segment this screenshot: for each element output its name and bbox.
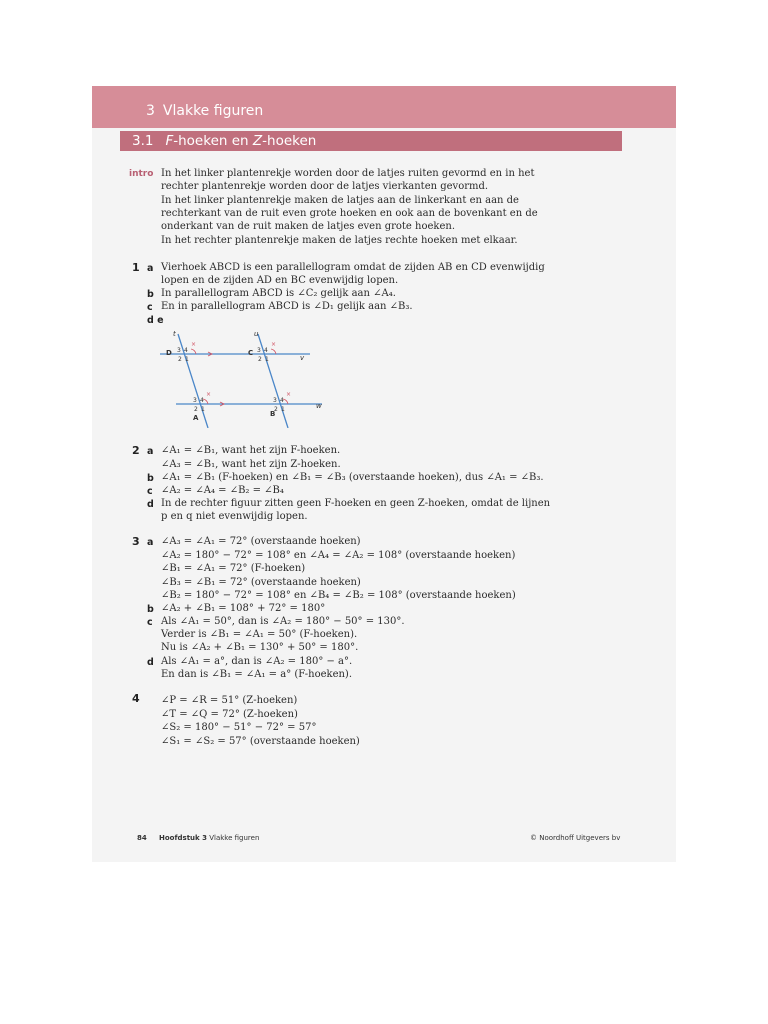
angle-number: 3 [273,397,277,404]
sub-label-d: d [147,499,154,510]
footer-chapter-rest: Vlakke figuren [207,834,260,842]
angle-number: 4 [200,397,204,404]
sub-label-b: b [147,604,154,615]
sub-label-c: c [147,617,153,628]
question-number-3: 3 [132,535,140,548]
angle-mark: × [191,341,197,348]
intro-line: rechter plantenrekje worden door de latjes vierkanten gevormd. [161,181,489,192]
chapter-title-text: Vlakke figuren [162,103,264,119]
section-title-f: F [165,133,174,149]
angle-number: 4 [280,397,284,404]
sub-label-b: b [147,473,154,484]
angle-number: 1 [201,406,205,413]
sub-label-b: b [147,289,154,300]
answer-line: Vierhoek ABCD is een parallellogram omdat de zijden AB en CD evenwijdig [161,262,545,273]
section-title-end: -hoeken [262,133,317,149]
answer-line: Verder is ∠B₁ = ∠A₁ = 50° (F-hoeken). [161,629,358,640]
answer-line: Als ∠A₁ = a°, dan is ∠A₂ = 180° − a°. [161,656,353,667]
answer-line: En in parallellogram ABCD is ∠D₁ gelijk aan ∠B₃. [161,301,413,312]
intro-label: intro [129,169,154,179]
sub-label-a: a [147,446,154,457]
footer-chapter-bold: Hoofdstuk 3 [159,834,207,842]
label-u: u [254,330,259,338]
angle-number: 4 [264,347,268,354]
answer-line: Als ∠A₁ = 50°, dan is ∠A₂ = 180° − 50° = 130°. [161,616,405,627]
intro-line: In het linker plantenrekje maken de latjes aan de linkerkant en aan de [161,195,519,206]
question-number-1: 1 [132,261,140,274]
answer-line: ∠S₁ = ∠S₂ = 57° (overstaande hoeken) [161,736,360,747]
intro-line: rechterkant van de ruit even grote hoeken en ook aan de bovenkant en de [161,208,538,219]
angle-number: 3 [193,397,197,404]
answer-line: ∠P = ∠R = 51° (Z-hoeken) [161,695,298,706]
section-title-z: Z [252,133,263,149]
section-number: 3.1 [132,133,154,149]
answer-line: ∠B₁ = ∠A₁ = 72° (F-hoeken) [161,563,306,574]
footer-publisher: © Noordhoff Uitgevers bv [530,834,621,842]
answer-line: ∠A₂ = ∠A₄ = ∠B₂ = ∠B₄ [161,485,284,496]
angle-number: 2 [258,356,262,363]
sub-label-d-e: d e [147,315,164,326]
answer-line: ∠A₂ = 180° − 72° = 108° en ∠A₄ = ∠A₂ = 108° (overstaande hoeken) [161,550,516,561]
angle-number: 3 [177,347,181,354]
point-c: C [248,349,254,357]
answer-line: ∠S₂ = 180° − 51° − 72° = 57° [161,722,317,733]
chapter-number: 3 [146,103,155,119]
answer-line: ∠B₃ = ∠B₁ = 72° (overstaande hoeken) [161,577,361,588]
answer-line: ∠A₃ = ∠B₁, want het zijn Z-hoeken. [161,459,341,470]
intro-line: In het linker plantenrekje worden door de latjes ruiten gevormd en in het [161,168,535,179]
section-title [132,133,316,149]
answer-line: In parallellogram ABCD is ∠C₂ gelijk aan ∠A₄. [161,288,396,299]
angle-arc-d [191,349,196,354]
answer-line: ∠A₁ = ∠B₁, want het zijn F-hoeken. [161,445,341,456]
answer-line: In de rechter figuur zitten geen F-hoeken en geen Z-hoeken, omdat de lijnen [161,498,551,509]
angle-number: 2 [274,406,278,413]
answer-line: ∠A₂ + ∠B₁ = 108° + 72° = 180° [161,603,326,614]
angle-number: 1 [265,356,269,363]
footer-chapter [159,834,259,842]
sub-label-c: c [147,302,153,313]
answer-line: Nu is ∠A₂ + ∠B₁ = 130° + 50° = 180°. [161,642,359,653]
chapter-title [146,103,263,119]
question-number-4: 4 [132,692,140,705]
intro-line: In het rechter plantenrekje maken de latjes rechte hoeken met elkaar. [161,235,518,246]
angle-mark: × [206,391,212,398]
angle-number: 1 [281,406,285,413]
answer-line: ∠A₃ = ∠A₁ = 72° (overstaande hoeken) [161,536,361,547]
question-number-2: 2 [132,444,140,457]
sub-label-a: a [147,537,154,548]
answer-line: ∠B₂ = 180° − 72° = 108° en ∠B₄ = ∠B₂ = 108° (overstaande hoeken) [161,590,516,601]
angle-number: 3 [257,347,261,354]
answer-line: ∠A₁ = ∠B₁ (F-hoeken) en ∠B₁ = ∠B₃ (overstaande hoeken), dus ∠A₁ = ∠B₃. [161,472,544,483]
label-v: v [300,354,305,362]
section-title-mid: -hoeken en [173,133,253,149]
sub-label-d: d [147,657,154,668]
angle-arc-c [271,349,276,354]
point-d: D [166,349,172,357]
angle-number: 1 [185,356,189,363]
angle-number: 2 [194,406,198,413]
answer-line: En dan is ∠B₁ = ∠A₁ = a° (F-hoeken). [161,669,353,680]
answer-line: ∠T = ∠Q = 72° (Z-hoeken) [161,709,298,720]
angle-number: 4 [184,347,188,354]
label-w: w [316,402,322,410]
parallel-lines-diagram [158,328,338,428]
label-t: t [173,330,176,338]
sub-label-a: a [147,263,154,274]
footer-page-number: 84 [137,834,147,842]
sub-label-c: c [147,486,153,497]
angle-mark: × [286,391,292,398]
angle-mark: × [271,341,277,348]
answer-line: lopen en de zijden AD en BC evenwijdig lopen. [161,275,399,286]
point-a: A [193,414,199,422]
angle-number: 2 [178,356,182,363]
intro-line: onderkant van de ruit maken de latjes even grote hoeken. [161,221,456,232]
point-b: B [270,410,276,418]
answer-line: p en q niet evenwijdig lopen. [161,511,308,522]
